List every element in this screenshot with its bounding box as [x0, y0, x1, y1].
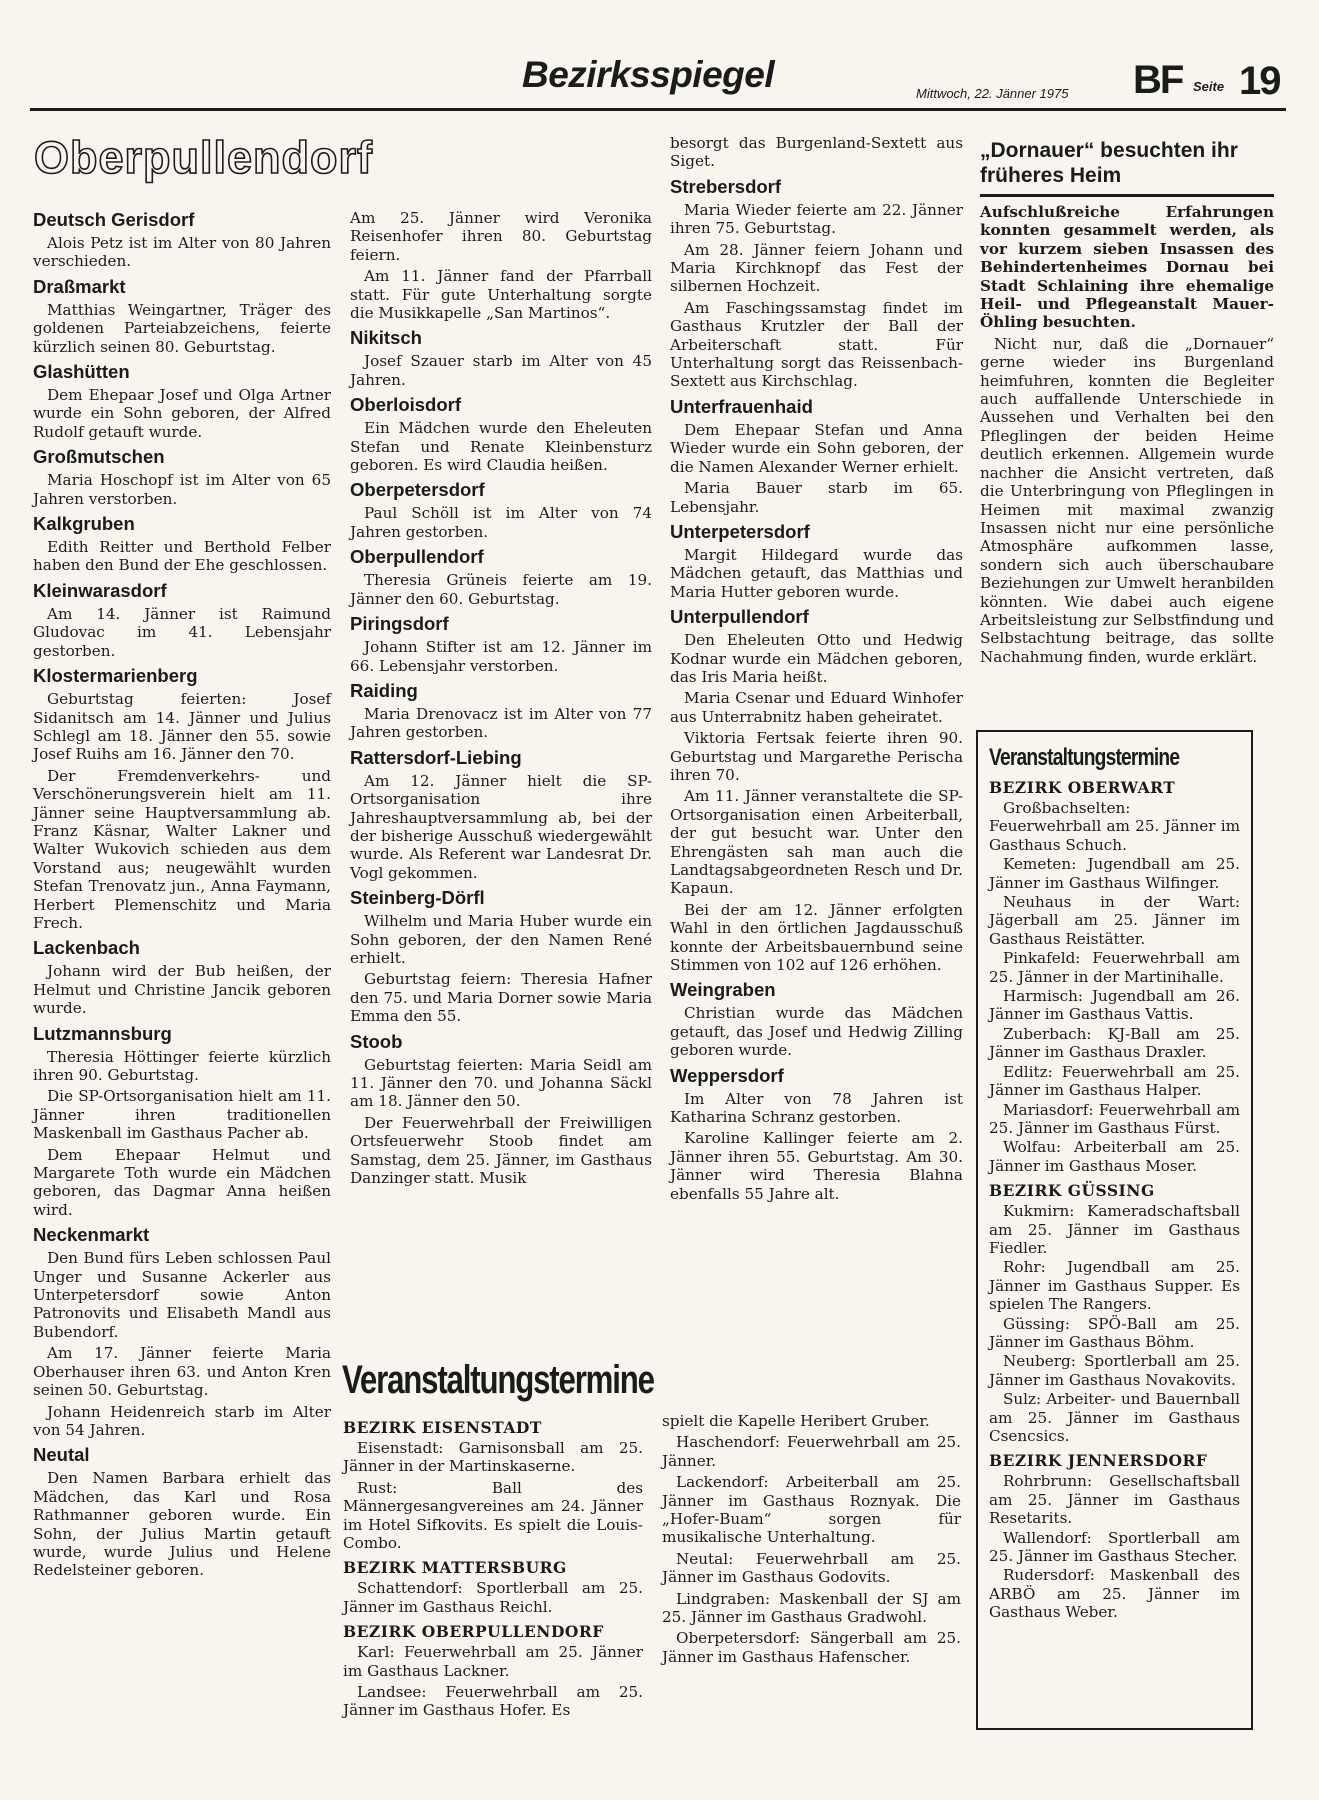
event-item: Rohr: Jugendball am 25. Jänner im Gasthaus Supper. Es spielen The Rangers.	[989, 1258, 1240, 1314]
column-1	[33, 209, 331, 1583]
event-item: Mariasdorf: Feuerwehrball am 25. Jänner im Gasthaus Fürst.	[989, 1100, 1240, 1137]
news-paragraph: Johann wird der Bub heißen, der Helmut und Christine Jancik geboren wurde.	[33, 962, 331, 1018]
column-2	[350, 209, 652, 1190]
village-heading: Steinberg-Dörfl	[350, 887, 485, 909]
news-paragraph: besorgt das Burgenland-Sextett aus Siget.	[670, 134, 963, 171]
news-paragraph: Dem Ehepaar Stefan und Anna Wieder wurde ein Sohn geboren, der die Namen Alexander Werner erhielt.	[670, 420, 963, 476]
news-paragraph: Am 28. Jänner feiern Johann und Maria Kirchknopf das Fest der silbernen Hochzeit.	[670, 240, 963, 296]
event-item: Güssing: SPÖ-Ball am 25. Jänner im Gasthaus Böhm.	[989, 1314, 1240, 1351]
event-item: Kukmirn: Kameradschaftsball am 25. Jänner im Gasthaus Fiedler.	[989, 1202, 1240, 1257]
events-banner-title: Veranstaltungstermine	[342, 1358, 654, 1402]
news-paragraph: Die SP-Ortsorganisation hielt am 11. Jänner ihren traditionellen Maskenball im Gasthaus Pacher ab.	[33, 1087, 331, 1143]
news-paragraph: Geburtstag feierten: Maria Seidl am 11. Jänner den 70. und Johanna Säckl am 18. Jänner den 50.	[350, 1055, 652, 1111]
village-heading: Oberpetersdorf	[350, 479, 485, 501]
event-item: spielt die Kapelle Heribert Gruber.	[662, 1412, 930, 1430]
district-heading: BEZIRK OBERPULLENDORF	[343, 1622, 604, 1642]
news-paragraph: Am 12. Jänner hielt die SP-Ortsorganisation ihre Jahreshauptversammlung ab, bei der der bisherige Ausschuß wiedergewählt wurde. Als Referent war Landesrat Dr. Vogl gekommen.	[350, 771, 652, 882]
village-heading: Kalkgruben	[33, 513, 135, 535]
event-item: Wallendorf: Sportlerball am 25. Jänner im Gasthaus Stecher.	[989, 1528, 1240, 1566]
event-item: Pinkafeld: Feuerwehrball am 25. Jänner in der Martinihalle.	[989, 949, 1240, 986]
event-item: Rohrbrunn: Gesellschaftsball am 25. Jänner im Gasthaus Resetarits.	[989, 1472, 1240, 1528]
news-paragraph: Matthias Weingartner, Träger des goldenen Parteiabzeichens, feierte kürzlich seinen 80. Geburtstag.	[33, 300, 331, 356]
village-heading: Deutsch Gerisdorf	[33, 209, 195, 230]
news-paragraph: Bei der am 12. Jänner erfolgten Wahl in den örtlichen Jagdausschuß konnte der Arbeitsbauernbund seine Stimmen von 102 auf 126 erhöhen.	[670, 900, 963, 975]
news-paragraph: Theresia Höttinger feierte kürzlich ihren 90. Geburtstag.	[33, 1047, 331, 1084]
dornauer-article	[980, 138, 1274, 669]
news-paragraph: Am 25. Jänner wird Veronika Reisenhofer ihren 80. Geburtstag feiern.	[350, 209, 652, 264]
village-heading: Oberloisdorf	[350, 394, 462, 416]
news-paragraph: Der Fremdenverkehrs- und Verschönerungsverein hielt am 11. Jänner seine Hauptversammlung ab. Franz Käsnar, Walter Lakner und Walter Wukovich schieden aus dem Vorstand aus; neugewählt wurden Stefan Trenovatz jun., Anna Faymann, Herbert Plemenschitz und Maria Frech.	[33, 766, 331, 932]
events-box	[976, 730, 1253, 1730]
news-paragraph: Am 14. Jänner ist Raimund Gludovac im 41. Lebensjahr gestorben.	[33, 604, 331, 660]
village-heading: Weppersdorf	[670, 1064, 784, 1086]
news-paragraph: Der Feuerwehrball der Freiwilligen Ortsfeuerwehr Stoob findet am Samstag, dem 25. Jänner, im Gasthaus Danzinger statt. Musik	[350, 1113, 652, 1188]
events-column-b	[662, 1412, 961, 1669]
village-heading: Großmutschen	[33, 446, 165, 468]
news-paragraph: Den Eheleuten Otto und Hedwig Kodnar wurde ein Mädchen geboren, das Iris Maria heißt.	[670, 631, 963, 686]
news-paragraph: Maria Wieder feierte am 22. Jänner ihren 75. Geburtstag.	[670, 200, 963, 238]
news-paragraph: Christian wurde das Mädchen getauft, das Josef und Hedwig Zilling geboren wurde.	[670, 1004, 963, 1060]
village-heading: Klostermarienberg	[33, 665, 198, 687]
event-item: Schattendorf: Sportlerball am 25. Jänner im Gasthaus Reichl.	[343, 1579, 643, 1616]
masthead	[0, 52, 1319, 103]
news-paragraph: Am 11. Jänner veranstaltete die SP-Ortsorganisation einen Arbeiterball, der gut besucht war. Unter den Ehrengästen sah man auch die Landtagsabgeordneten Resch und Dr. Kapaun.	[670, 787, 963, 898]
news-paragraph: Johann Stifter ist am 12. Jänner im 66. Lebensjahr verstorben.	[350, 638, 652, 675]
news-paragraph: Geburtstag feiern: Theresia Hafner den 75. und Maria Dorner sowie Maria Emma den 55.	[350, 970, 652, 1026]
event-item: Neuhaus in der Wart: Jägerball am 25. Jänner im Gasthaus Reistätter.	[989, 893, 1240, 948]
event-item: Rust: Ball des Männergesangvereines am 24. Jänner im Hotel Sifkovits. Es spielt die Louis-Combo.	[343, 1478, 643, 1553]
event-item: Landsee: Feuerwehrball am 25. Jänner im Gasthaus Hofer. Es	[343, 1683, 643, 1720]
news-paragraph: Maria Drenovacz ist im Alter von 77 Jahren gestorben.	[350, 704, 652, 742]
news-paragraph: Geburtstag feierten: Josef Sidanitsch am 14. Jänner und Julius Schlegl am 18. Jänner den 55. sowie Josef Ruihs am 16. Jänner den 70.	[33, 690, 331, 764]
village-heading: Weingraben	[670, 979, 776, 1001]
news-paragraph: Am Faschingssamstag findet im Gasthaus Krutzler der Ball der Arbeiterschaft statt. Für Unterhaltung sorgt das Reissenbach-Sextett aus Kirchschlag.	[670, 298, 963, 391]
news-paragraph: Edith Reitter und Berthold Felber haben den Bund der Ehe geschlossen.	[33, 538, 331, 575]
event-item: Neuberg: Sportlerball am 25. Jänner im Gasthaus Novakovits.	[989, 1352, 1240, 1389]
masthead-rule	[30, 108, 1286, 111]
village-heading: Lutzmannsburg	[33, 1022, 172, 1044]
event-item: Großbachselten: Feuerwehrball am 25. Jänner im Gasthaus Schuch.	[989, 799, 1240, 854]
village-heading: Unterpetersdorf	[670, 520, 810, 542]
village-heading: Nikitsch	[350, 327, 422, 349]
news-paragraph: Paul Schöll ist im Alter von 74 Jahren gestorben.	[350, 504, 652, 541]
news-paragraph: Dem Ehepaar Josef und Olga Artner wurde ein Sohn geboren, der Alfred Rudolf getauft wurde.	[33, 386, 331, 441]
event-item: Kemeten: Jugendball am 25. Jänner im Gasthaus Wilfinger.	[989, 855, 1240, 892]
news-paragraph: Am 11. Jänner fand der Pfarrball statt. Für gute Unterhaltung sorgte die Musikkapelle „San Martinos“.	[350, 267, 652, 323]
news-paragraph: Dem Ehepaar Helmut und Margarete Toth wurde ein Mädchen geboren, das Dagmar Anna heißen wird.	[33, 1145, 331, 1219]
news-paragraph: Margit Hildegard wurde das Mädchen getauft, das Matthias und Maria Hutter geboren wurde.	[670, 545, 963, 601]
news-paragraph: Im Alter von 78 Jahren ist Katharina Schranz gestorben.	[670, 1089, 963, 1127]
news-paragraph: Karoline Kallinger feierte am 2. Jänner ihren 55. Geburtstag. Am 30. Jänner wird Theresia Blahna ebenfalls 55 Jahre alt.	[670, 1129, 963, 1203]
news-paragraph: Theresia Grüneis feierte am 19. Jänner den 60. Geburtstag.	[350, 571, 652, 608]
article-lead: Aufschlußreiche Erfahrungen konnten gesammelt werden, als vor kurzem sieben Insassen des Behindertenheimes Dornau bei Stadt Schlaining ihre ehemalige Heil- und Pflegeanstalt Mauer-Öhling besuchten.	[980, 203, 1274, 332]
district-heading: BEZIRK EISENSTADT	[343, 1418, 542, 1437]
district-heading: BEZIRK GÜSSING	[989, 1181, 1155, 1201]
village-heading: Kleinwarasdorf	[33, 579, 167, 601]
village-heading: Oberpullendorf	[350, 546, 484, 568]
region-title: Oberpullendorf	[34, 132, 373, 183]
news-paragraph: Ein Mädchen wurde den Eheleuten Stefan und Renate Kleinbensturz geboren. Es wird Claudia heißen.	[350, 419, 652, 475]
events-column-a	[343, 1412, 643, 1723]
news-paragraph: Maria Csenar und Eduard Winhofer aus Unterrabnitz haben geheiratet.	[670, 689, 963, 726]
article-body: Nicht nur, daß die „Dornauer“ gerne wieder ins Burgenland heimfuhren, konnten die Begleiter auch auffallende Unterschiede in Aussehen und Verhalten bei den Pfleglingen der beiden Heime deutlich erkennen. Allgemein wurde nachher die Ansicht vertreten, daß die Unterbringung von Pfleglingen in Heimen mit maximal zwanzig Insassen nicht nur eine persönliche Atmosphäre aufkommen lasse, sondern sich auch überschaubare Beziehungen zur Umwelt heranbilden könnten. Wie dabei auch eigene Arbeitsleistung zur Selbstfindung und Selbstachtung beitrage, das sollte Nachahmung finden, wurde erklärt.	[980, 334, 1274, 666]
page-number: 19	[1239, 59, 1280, 103]
village-heading: Rattersdorf-Liebing	[350, 746, 522, 768]
news-paragraph: Am 17. Jänner feierte Maria Oberhauser ihren 63. und Anton Kren seinen 50. Geburtstag.	[33, 1344, 331, 1400]
district-heading: BEZIRK JENNERSDORF	[989, 1451, 1208, 1471]
district-heading: BEZIRK OBERWART	[989, 778, 1176, 797]
village-heading: Raiding	[350, 679, 418, 701]
issue-date: Mittwoch, 22. Jänner 1975	[916, 86, 1069, 101]
event-item: Lindgraben: Maskenball der SJ am 25. Jänner im Gasthaus Gradwohl.	[662, 1589, 961, 1627]
event-item: Oberpetersdorf: Sängerball am 25. Jänner im Gasthaus Hafenscher.	[662, 1629, 961, 1666]
village-heading: Unterpullendorf	[670, 606, 809, 628]
village-heading: Neutal	[33, 1444, 90, 1466]
village-heading: Lackenbach	[33, 937, 140, 959]
news-paragraph: Maria Hoschopf ist im Alter von 65 Jahren verstorben.	[33, 471, 331, 508]
news-paragraph: Johann Heidenreich starb im Alter von 54 Jahren.	[33, 1402, 331, 1439]
event-item: Wolfau: Arbeiterball am 25. Jänner im Gasthaus Moser.	[989, 1138, 1240, 1175]
paper-logo: BF	[1133, 58, 1183, 102]
news-paragraph: Wilhelm und Maria Huber wurde ein Sohn geboren, der den Namen René erhielt.	[350, 912, 652, 967]
news-paragraph: Den Namen Barbara erhielt das Mädchen, das Karl und Rosa Rathmanner geboren wurde. Ein Sohn, der Julius Martin getauft wurde, wurde Julius und Helene Redelsteiner geboren.	[33, 1469, 331, 1580]
news-paragraph: Maria Bauer starb im 65. Lebensjahr.	[670, 479, 963, 516]
event-item: Zuberbach: KJ-Ball am 25. Jänner im Gasthaus Draxler.	[989, 1024, 1240, 1062]
event-item: Karl: Feuerwehrball am 25. Jänner im Gasthaus Lackner.	[343, 1643, 643, 1680]
village-heading: Piringsdorf	[350, 613, 449, 635]
event-item: Eisenstadt: Garnisonsball am 25. Jänner in der Martinskaserne.	[343, 1439, 643, 1476]
district-heading: BEZIRK MATTERSBURG	[343, 1558, 567, 1578]
village-heading: Stoob	[350, 1030, 403, 1052]
event-item: Sulz: Arbeiter- und Bauernball am 25. Jänner im Gasthaus Csencsics.	[989, 1390, 1240, 1445]
page-label: Seite	[1193, 79, 1225, 94]
events-box-title: Veranstaltungstermine	[989, 744, 1180, 771]
news-paragraph: Viktoria Fertsak feierte ihren 90. Geburtstag und Margarethe Perischa ihren 70.	[670, 729, 963, 784]
column-3	[670, 134, 963, 1206]
village-heading: Draßmarkt	[33, 275, 126, 297]
event-item: Haschendorf: Feuerwehrball am 25. Jänner.	[662, 1433, 961, 1470]
village-heading: Neckenmarkt	[33, 1224, 150, 1246]
section-title: Bezirksspiegel	[522, 54, 775, 95]
event-item: Rudersdorf: Maskenball des ARBÖ am 25. Jänner im Gasthaus Weber.	[989, 1566, 1240, 1622]
news-paragraph: Alois Petz ist im Alter von 80 Jahren verschieden.	[33, 234, 331, 271]
event-item: Harmisch: Jugendball am 26. Jänner im Gasthaus Vattis.	[989, 987, 1240, 1024]
event-item: Edlitz: Feuerwehrball am 25. Jänner im Gasthaus Halper.	[989, 1062, 1240, 1100]
article-title: „Dornauer“ besuchten ihr früheres Heim	[980, 138, 1274, 197]
events-box-body	[989, 778, 1240, 1622]
news-paragraph: Den Bund fürs Leben schlossen Paul Unger und Susanne Ackerler aus Unterpetersdorf sowie Anton Patronovits und Elisabeth Mandl aus Bubendorf.	[33, 1249, 331, 1341]
village-heading: Glashütten	[33, 361, 130, 383]
village-heading: Strebersdorf	[670, 175, 782, 197]
village-heading: Unterfrauenhaid	[670, 395, 813, 417]
news-paragraph: Josef Szauer starb im Alter von 45 Jahren.	[350, 352, 652, 389]
event-item: Neutal: Feuerwehrball am 25. Jänner im Gasthaus Godovits.	[662, 1549, 961, 1587]
event-item: Lackendorf: Arbeiterball am 25. Jänner im Gasthaus Roznyak. Die „Hofer-Buam“ sorgen für musikalische Unterhaltung.	[662, 1473, 961, 1547]
